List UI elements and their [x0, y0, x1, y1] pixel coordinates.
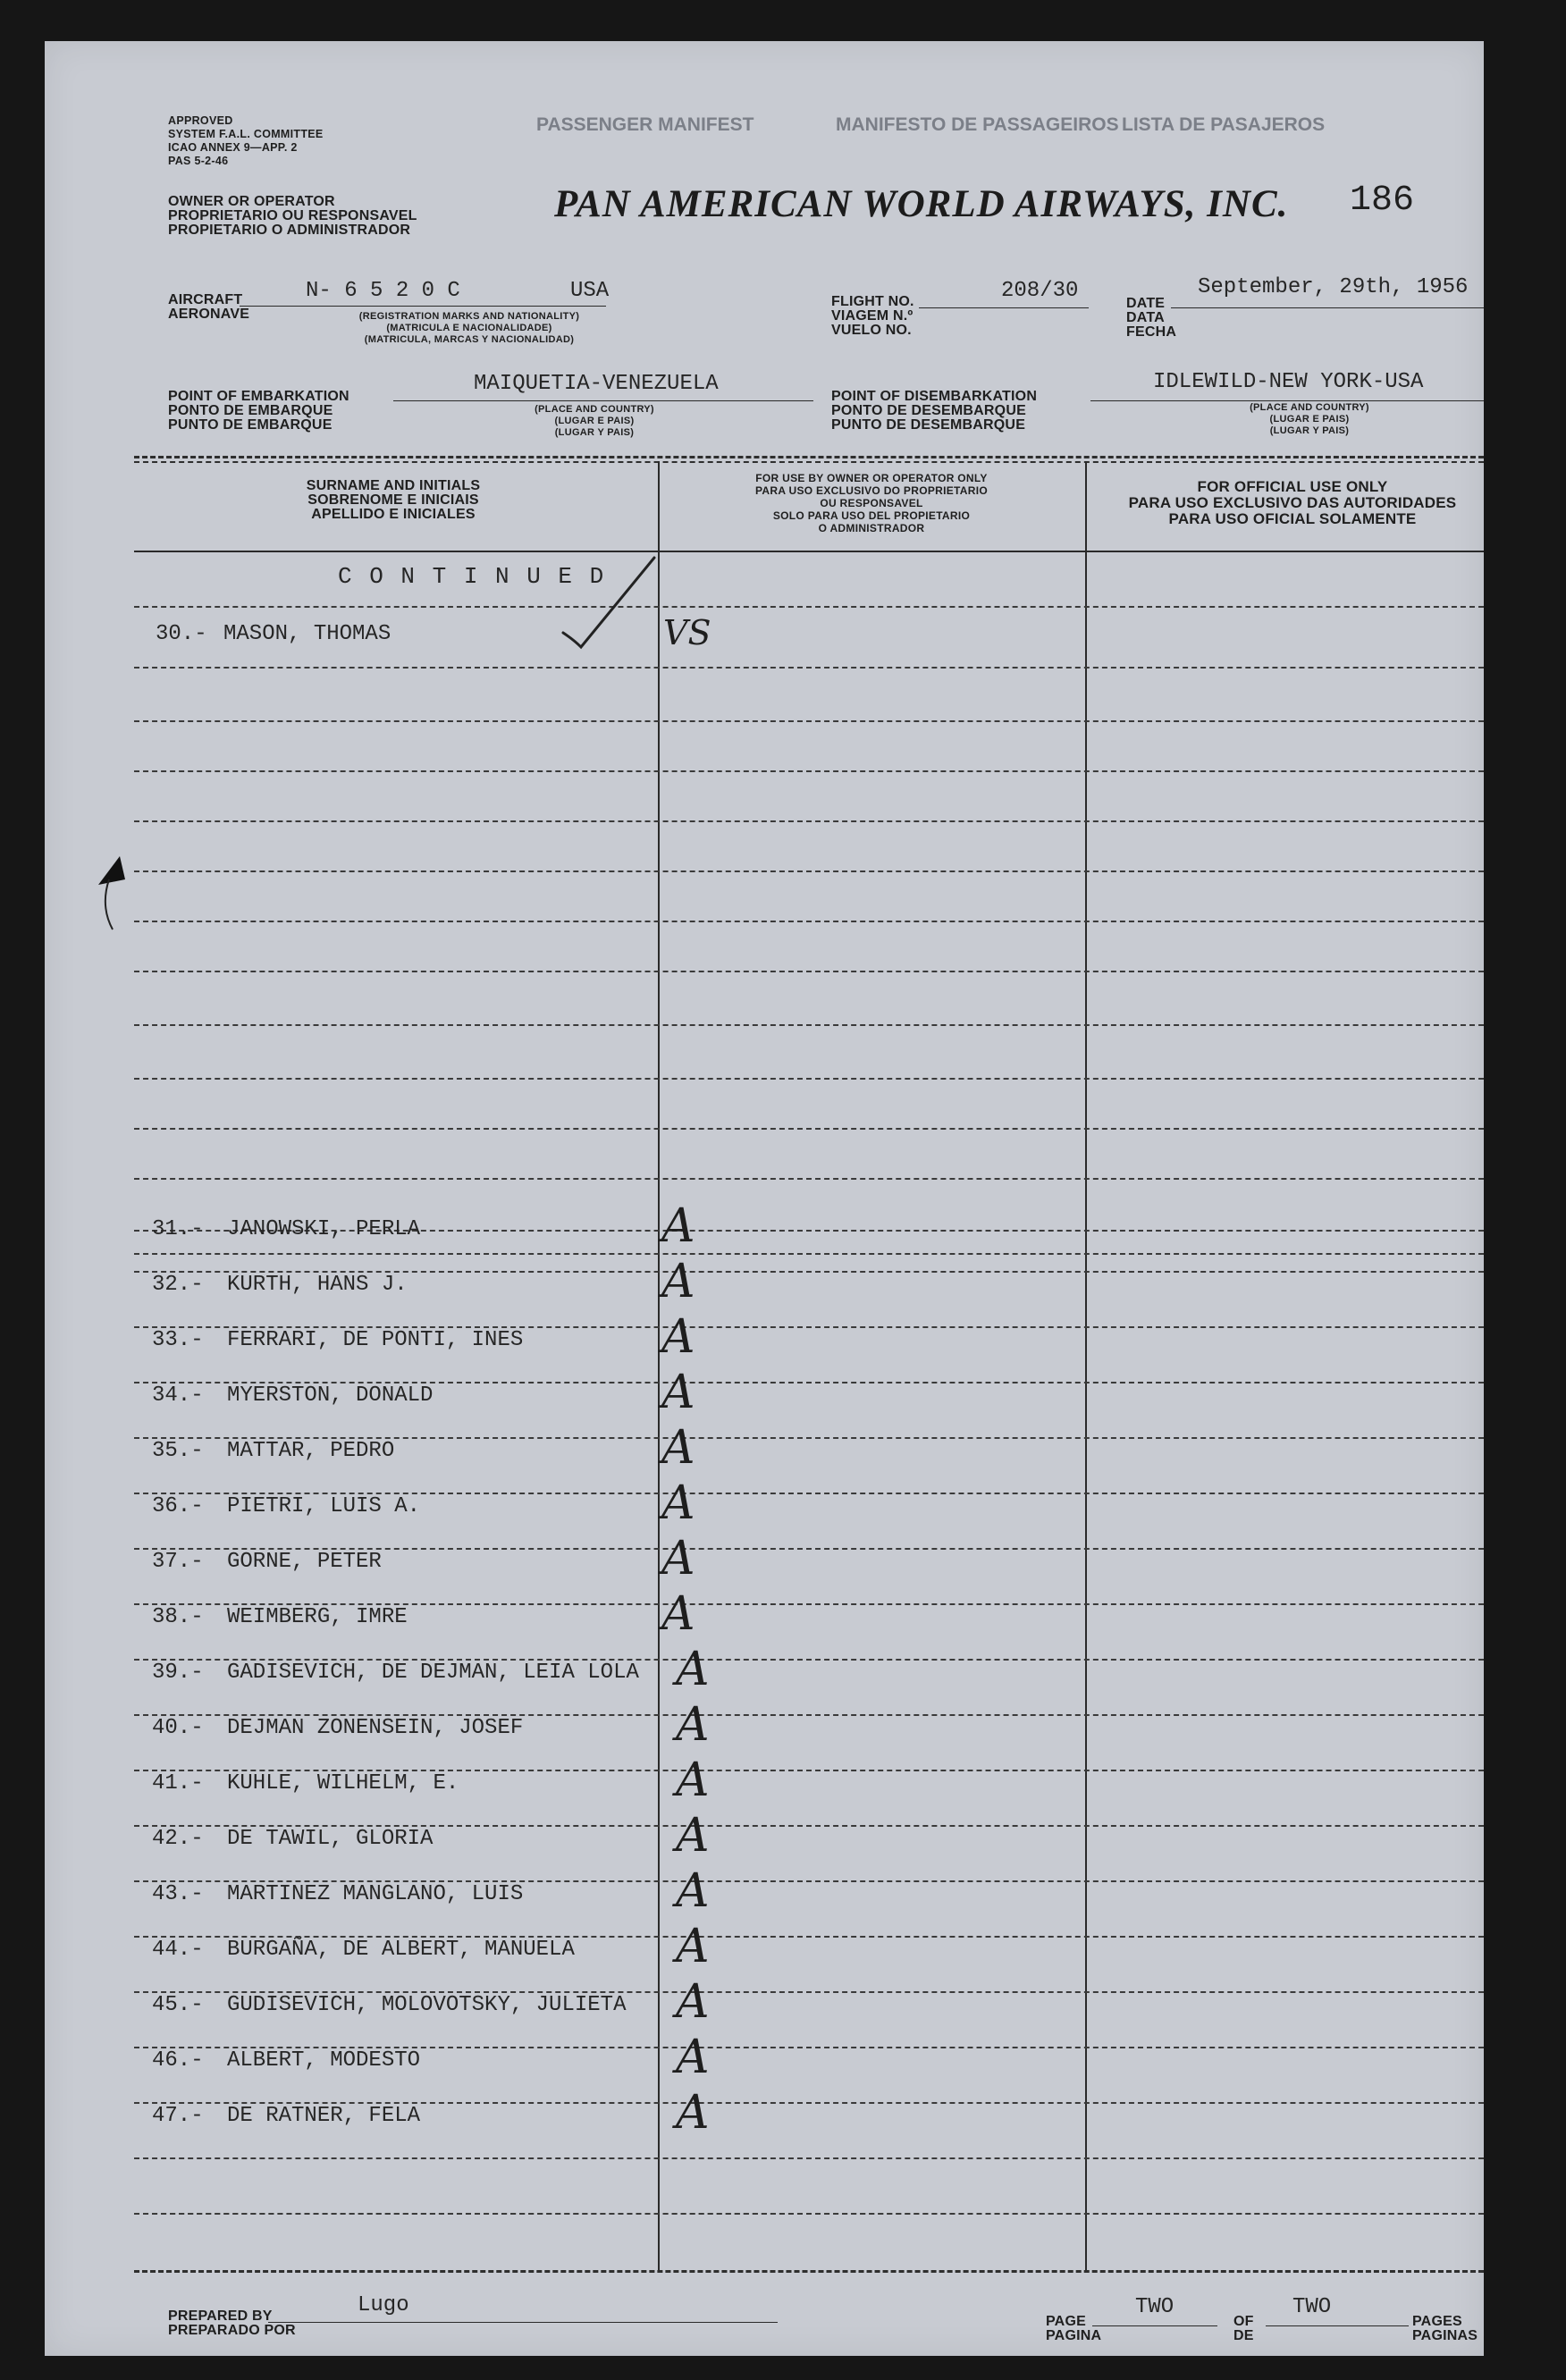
table-top-rule: [134, 456, 1484, 458]
embarkation-underline: [393, 400, 813, 401]
label-line: PAGINA: [1046, 2328, 1102, 2343]
aircraft-label: [168, 293, 249, 322]
header-line: SURNAME AND INITIALS: [306, 478, 481, 493]
approval-line: ICAO ANNEX 9—APP. 2: [168, 141, 298, 154]
hint-line: (MATRICULA, MARCAS Y NACIONALIDAD): [364, 334, 575, 345]
aircraft-registration: N- 6 5 2 0 C: [306, 279, 460, 303]
title-spanish: LISTA DE PASAJEROS: [1122, 114, 1326, 135]
passenger-number: 33.-: [152, 1328, 204, 1352]
hint-line: (PLACE AND COUNTRY): [535, 404, 654, 415]
passenger-number: 32.-: [152, 1273, 204, 1297]
label-line: VIAGEM N.º: [831, 308, 914, 324]
owner-mark: A: [661, 1421, 695, 1475]
passenger-number: 35.-: [152, 1439, 204, 1463]
passenger-number: 31.-: [152, 1217, 204, 1241]
passenger-number: 36.-: [152, 1494, 204, 1518]
aircraft-nationality: USA: [570, 279, 610, 303]
label-line: POINT OF EMBARKATION: [168, 389, 349, 404]
passenger-number: 43.-: [152, 1882, 204, 1906]
continued-text: C O N T I N U E D: [338, 563, 606, 590]
page-number: TWO: [1135, 2295, 1174, 2319]
row-line: [134, 1128, 1484, 1130]
label-line: FECHA: [1126, 324, 1177, 340]
row-line: [134, 820, 1484, 822]
passenger-name: GORNE, PETER: [227, 1550, 382, 1574]
passenger-name: GADISEVICH, DE DEJMAN, LEIA LOLA: [227, 1661, 639, 1685]
row-line: [134, 870, 1484, 872]
approval-line: PAS 5-2-46: [168, 155, 229, 167]
header-line: SOLO PARA USO DEL PROPIETARIO: [772, 509, 971, 522]
page-label: [1046, 2315, 1101, 2343]
passenger-name: FERRARI, DE PONTI, INES: [227, 1328, 524, 1352]
passenger-number: 47.-: [152, 2104, 204, 2128]
hint-line: (PLACE AND COUNTRY): [1250, 402, 1369, 413]
approval-line: APPROVED: [168, 114, 233, 127]
owner-mark: A: [676, 1975, 710, 2029]
owner-mark: A: [661, 1587, 695, 1641]
owner-mark: A: [676, 1809, 710, 1863]
passenger-name: JANOWSKI, PERLA: [227, 1217, 421, 1241]
names-column-header: [215, 479, 572, 522]
passenger-number: 41.-: [152, 1771, 204, 1796]
header-bottom-rule: [134, 551, 1484, 552]
owner-mark: A: [661, 1199, 695, 1253]
embarkation-place-hint: [492, 404, 697, 439]
flight-number: 208/30: [1001, 279, 1079, 303]
passenger-name: WEIMBERG, IMRE: [227, 1605, 408, 1629]
row-line: [134, 667, 1484, 669]
owner-mark: A: [676, 2031, 710, 2084]
owner-operator-label: [168, 195, 417, 238]
passenger-name: MATTAR, PEDRO: [227, 1439, 395, 1463]
total-pages-underline: [1266, 2325, 1409, 2326]
disembarkation-underline: [1090, 400, 1484, 401]
label-line: OWNER OR OPERATOR: [168, 194, 335, 209]
label-line: PAGINAS: [1412, 2328, 1478, 2343]
registration-hint: [322, 311, 617, 346]
header-line: PARA USO EXCLUSIVO DO PROPRIETARIO: [754, 484, 988, 497]
prepared-by-label: [168, 2309, 296, 2338]
passenger-number: 37.-: [152, 1550, 204, 1574]
margin-mark: [93, 853, 147, 933]
passenger-number: 46.-: [152, 2048, 204, 2073]
prepared-by-value: Lugo: [358, 2293, 409, 2317]
hint-line: (MATRICULA E NACIONALIDADE): [386, 323, 552, 333]
row-line: [134, 2157, 1484, 2159]
hint-line: (REGISTRATION MARKS AND NATIONALITY): [358, 311, 580, 322]
disembarkation-label: [831, 390, 1037, 433]
passenger-name: DE RATNER, FELA: [227, 2104, 421, 2128]
row-line: [134, 720, 1484, 722]
passenger-name: PIETRI, LUIS A.: [227, 1494, 421, 1518]
official-use-column-header: [1096, 479, 1484, 527]
hint-line: (LUGAR E PAIS): [1269, 414, 1350, 425]
owner-mark: A: [661, 1476, 695, 1530]
passenger-number: 40.-: [152, 1716, 204, 1740]
airline-name: PAN AMERICAN WORLD AIRWAYS, INC.: [554, 183, 1289, 225]
passenger-name: MASON, THOMAS: [223, 622, 392, 646]
passenger-name: KUHLE, WILHELM, E.: [227, 1771, 459, 1796]
prepared-by-underline: [268, 2322, 778, 2323]
label-line: PUNTO DE DESEMBARQUE: [831, 417, 1026, 433]
column-divider: [1085, 461, 1087, 2270]
passenger-name: KURTH, HANS J.: [227, 1273, 408, 1297]
passenger-number: 30.-: [156, 622, 207, 646]
passenger-number: 39.-: [152, 1661, 204, 1685]
label-line: PAGES: [1412, 2314, 1462, 2329]
hint-line: (LUGAR E PAIS): [554, 416, 635, 426]
owner-use-column-header: [670, 472, 1073, 534]
date-label: [1126, 297, 1176, 340]
label-line: VUELO NO.: [831, 323, 912, 338]
date-underline: [1171, 307, 1484, 308]
row-line: [134, 1253, 1484, 1255]
header-line: APELLIDO E INICIALES: [311, 507, 476, 522]
passenger-number: 44.-: [152, 1938, 204, 1962]
table-bottom-rule: [134, 2270, 1484, 2273]
of-label: [1233, 2315, 1254, 2343]
owner-mark: A: [661, 1255, 695, 1308]
label-line: FLIGHT NO.: [831, 294, 914, 309]
row-line: [134, 971, 1484, 972]
passenger-name: DE TAWIL, GLORIA: [227, 1827, 434, 1851]
label-line: PONTO DE DESEMBARQUE: [831, 403, 1026, 418]
table-top-rule: [134, 461, 1484, 463]
manifest-sheet: [45, 41, 1484, 2356]
flight-date: September, 29th, 1956: [1198, 275, 1469, 299]
owner-mark: A: [676, 1864, 710, 1918]
owner-mark: A: [676, 1920, 710, 1973]
passenger-number: 45.-: [152, 1993, 204, 2017]
owner-mark: A: [661, 1366, 695, 1419]
embarkation-place: MAIQUETIA-VENEZUELA: [474, 372, 719, 396]
passenger-name: BURGAÑA, DE ALBERT, MANUELA: [227, 1938, 575, 1962]
row-line: [134, 770, 1484, 772]
owner-mark: A: [661, 1532, 695, 1585]
hint-line: (LUGAR Y PAIS): [1269, 425, 1350, 436]
label-line: AERONAVE: [168, 307, 250, 322]
owner-mark: A: [676, 1643, 710, 1696]
passenger-number: 34.-: [152, 1383, 204, 1408]
aircraft-underline: [240, 306, 606, 307]
flight-underline: [919, 307, 1089, 308]
label-line: PREPARED BY: [168, 2309, 273, 2324]
passenger-name: ALBERT, MODESTO: [227, 2048, 421, 2073]
page-underline: [1092, 2325, 1217, 2326]
label-line: DATA: [1126, 310, 1165, 325]
check-mark: [554, 551, 679, 667]
header-line: FOR OFFICIAL USE ONLY: [1197, 478, 1388, 495]
header-line: OU RESPONSAVEL: [820, 497, 923, 509]
owner-mark: A: [676, 1753, 710, 1807]
title-portuguese: MANIFESTO DE PASSAGEIROS: [836, 114, 1119, 135]
disembarkation-place: IDLEWILD-NEW YORK-USA: [1153, 370, 1424, 394]
passenger-number: 42.-: [152, 1827, 204, 1851]
passenger-number: 38.-: [152, 1605, 204, 1629]
label-line: OF: [1233, 2314, 1254, 2329]
owner-mark: VS: [663, 613, 711, 652]
header-line: O ADMINISTRADOR: [818, 522, 925, 534]
row-line: [134, 1024, 1484, 1026]
pages-label: [1412, 2315, 1478, 2343]
owner-mark: A: [661, 1310, 695, 1364]
title-english: PASSENGER MANIFEST: [536, 114, 754, 135]
row-line: [134, 2213, 1484, 2215]
label-line: DATE: [1126, 296, 1166, 311]
disembarkation-place-hint: [1207, 402, 1412, 437]
column-divider: [658, 461, 660, 2270]
hint-line: (LUGAR Y PAIS): [554, 427, 635, 438]
embarkation-label: [168, 390, 349, 433]
label-line: PROPRIETARIO OU RESPONSAVEL: [168, 208, 417, 223]
label-line: AIRCRAFT: [168, 292, 243, 307]
label-line: POINT OF DISEMBARKATION: [831, 389, 1038, 404]
total-pages: TWO: [1292, 2295, 1332, 2319]
row-line: [134, 921, 1484, 922]
approval-block: [168, 114, 324, 168]
label-line: PAGE: [1046, 2314, 1086, 2329]
passenger-name: MARTINEZ MANGLANO, LUIS: [227, 1882, 524, 1906]
label-line: PUNTO DE EMBARQUE: [168, 417, 333, 433]
label-line: PROPIETARIO O ADMINISTRADOR: [168, 223, 411, 238]
sheet-number: 186: [1350, 181, 1415, 221]
approval-line: SYSTEM F.A.L. COMMITTEE: [168, 128, 324, 140]
header-line: PARA USO OFICIAL SOLAMENTE: [1168, 510, 1417, 527]
row-line: [134, 1178, 1484, 1180]
label-line: PREPARADO POR: [168, 2323, 296, 2338]
flight-number-label: [831, 295, 914, 338]
row-line: [134, 1078, 1484, 1080]
passenger-name: GUDISEVICH, MOLOVOTSKY, JULIETA: [227, 1993, 627, 2017]
row-line: [134, 606, 1484, 608]
passenger-name: MYERSTON, DONALD: [227, 1383, 434, 1408]
header-line: SOBRENOME E INICIAIS: [307, 492, 479, 508]
label-line: PONTO DE EMBARQUE: [168, 403, 333, 418]
passenger-name: DEJMAN ZONENSEIN, JOSEF: [227, 1716, 524, 1740]
header-line: FOR USE BY OWNER OR OPERATOR ONLY: [755, 472, 988, 484]
owner-mark: A: [676, 2086, 710, 2140]
label-line: DE: [1233, 2328, 1254, 2343]
header-line: PARA USO EXCLUSIVO DAS AUTORIDADES: [1128, 494, 1457, 511]
owner-mark: A: [676, 1698, 710, 1752]
